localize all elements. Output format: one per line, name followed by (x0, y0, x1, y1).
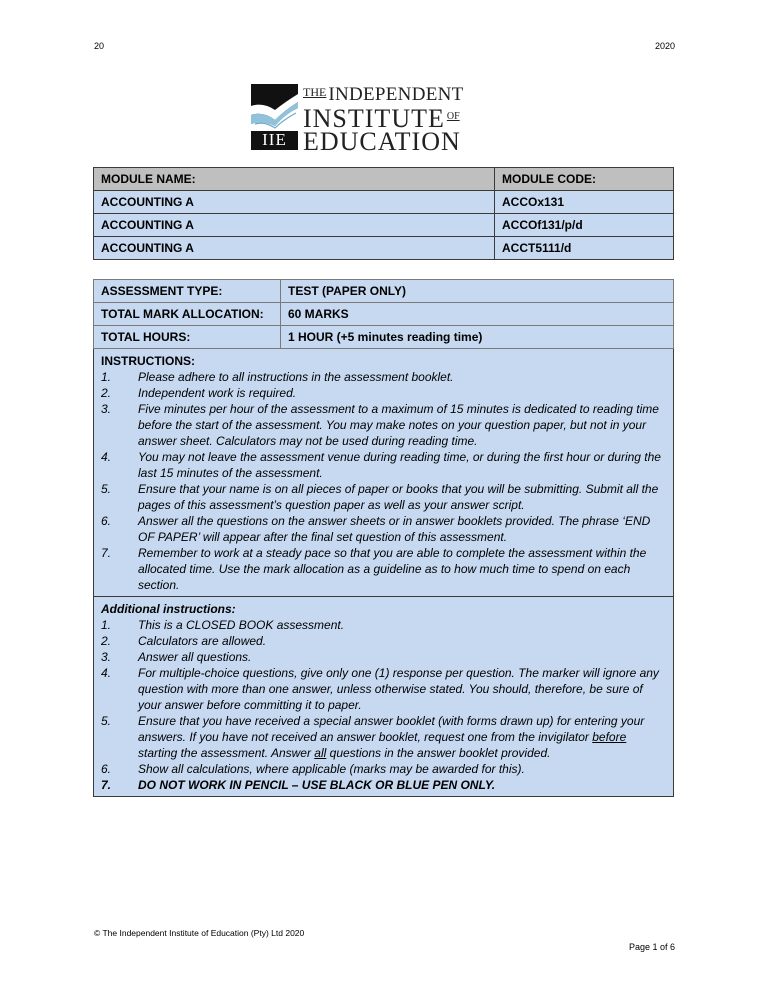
additional-instructions-list (101, 617, 666, 793)
list-item (101, 665, 666, 713)
logo-education: EDUCATION (303, 127, 461, 156)
footer-page-number: Page 1 of 6 (628, 942, 675, 952)
table-row (94, 214, 674, 237)
item-text: Show all calculations, where applicable (marks may be awarded for this). (138, 762, 525, 776)
item-text: Answer all the questions on the answer sheets or in answer booklets provided. The phrase ‘END OF PAPER’ will appear after the final set question of this assessment. (138, 514, 651, 544)
item-text: questions in the answer booklet provided. (326, 746, 551, 760)
item-text: This is a CLOSED BOOK assessment. (138, 618, 345, 632)
footer-copyright: © The Independent Institute of Education (Pty) Ltd 2020 (94, 928, 305, 938)
item-number: 5. (101, 482, 112, 496)
iie-logo (251, 84, 516, 156)
item-text: starting the assessment. Answer (138, 746, 315, 760)
module-code-cell: ACCOx131 (495, 191, 674, 214)
table-row (94, 326, 674, 349)
item-number: 7. (101, 546, 112, 560)
module-name-cell: ACCOUNTING A (94, 214, 495, 237)
item-number: 4. (101, 450, 112, 464)
item-text: Independent work is required. (138, 386, 297, 400)
logo-the: THE (303, 85, 327, 99)
list-item (101, 761, 666, 777)
item-text: Please adhere to all instructions in the assessment booklet. (138, 370, 454, 384)
list-item (101, 481, 666, 513)
logo-wordmark (303, 82, 464, 156)
item-number: 2. (101, 634, 112, 648)
total-marks-label: TOTAL MARK ALLOCATION: (94, 303, 281, 326)
instructions-row (94, 349, 674, 597)
total-marks-value: 60 MARKS (281, 303, 674, 326)
list-item (101, 401, 666, 449)
table-row (94, 280, 674, 303)
logo-of: OF (446, 111, 460, 122)
item-number: 4. (101, 666, 112, 680)
item-text: Ensure that you have received a special answer booklet (with forms drawn up) for entering your answers. If you have not received an answer booklet, request one from the invigilator (138, 714, 645, 744)
list-item (101, 633, 666, 649)
list-item (101, 369, 666, 385)
total-hours-label: TOTAL HOURS: (94, 326, 281, 349)
item-text-underlined: before (592, 730, 627, 744)
logo-independent: INDEPENDENT (328, 84, 464, 105)
item-number: 1. (101, 618, 112, 632)
item-text: You may not leave the assessment venue during reading time, or during the first hour or during the last 15 minutes of the assessment. (138, 450, 661, 480)
assessment-type-value: TEST (PAPER ONLY) (281, 280, 674, 303)
module-name-cell: ACCOUNTING A (94, 237, 495, 260)
item-text: For multiple-choice questions, give only one (1) response per question. The marker will ignore any question with more than one answer, unless otherwise stated. You should, therefore, be sure of your answer before committing it to paper. (138, 666, 659, 712)
assessment-type-label: ASSESSMENT TYPE: (94, 280, 281, 303)
item-text-underlined: all (314, 746, 327, 760)
instructions-title: INSTRUCTIONS: (101, 354, 195, 368)
logo-iie-text: IIE (262, 130, 287, 149)
item-number: 2. (101, 386, 112, 400)
module-name-cell: ACCOUNTING A (94, 191, 495, 214)
instructions-box (94, 349, 674, 597)
additional-instructions-box (94, 597, 674, 797)
open-book-logo-icon (251, 84, 298, 150)
list-item (101, 713, 666, 761)
item-text: Calculators are allowed. (138, 634, 267, 648)
item-text: Remember to work at a steady pace so that you are able to complete the assessment within the allocated time. Use the mark allocation as a guideline as to how much time to spend on each section. (138, 546, 647, 592)
item-number: 6. (101, 762, 112, 776)
table-row (94, 237, 674, 260)
additional-instructions-title: Additional instructions: (101, 602, 236, 616)
item-number: 5. (101, 714, 112, 728)
item-text: Ensure that your name is on all pieces of paper or books that you will be submitting. Submit all the pages of this assessment’s question paper as well as your answer script. (138, 482, 659, 512)
header-left-text: 20 (94, 41, 105, 51)
table-row (94, 191, 674, 214)
module-table-header (94, 168, 674, 191)
module-code-cell: ACCT5111/d (495, 237, 674, 260)
item-text: Answer all questions. (138, 650, 252, 664)
module-name-header: MODULE NAME: (94, 168, 495, 191)
logo-institute: INSTITUTE (303, 104, 445, 133)
list-item (101, 545, 666, 593)
module-table (93, 167, 674, 260)
list-item (101, 617, 666, 633)
item-number: 3. (101, 650, 112, 664)
total-hours-value: 1 HOUR (+5 minutes reading time) (281, 326, 674, 349)
module-code-header: MODULE CODE: (495, 168, 674, 191)
item-number: 7. (101, 778, 112, 792)
header-right-year: 2020 (655, 41, 676, 51)
item-number: 1. (101, 370, 112, 384)
list-item (101, 777, 666, 793)
item-text: Five minutes per hour of the assessment to a maximum of 15 minutes is dedicated to reading time before the start of the assessment. You may make notes on your question paper, but not in your answer sheet. Calculators may not be used during reading time. (138, 402, 659, 448)
module-code-cell: ACCOf131/p/d (495, 214, 674, 237)
list-item (101, 449, 666, 481)
list-item (101, 385, 666, 401)
item-text: DO NOT WORK IN PENCIL – USE BLACK OR BLUE PEN ONLY. (138, 778, 496, 792)
list-item (101, 513, 666, 545)
additional-instructions-row (94, 597, 674, 797)
assessment-table (93, 279, 674, 797)
instructions-list (101, 369, 666, 593)
item-number: 3. (101, 402, 112, 416)
table-row (94, 303, 674, 326)
item-number: 6. (101, 514, 112, 528)
list-item (101, 649, 666, 665)
